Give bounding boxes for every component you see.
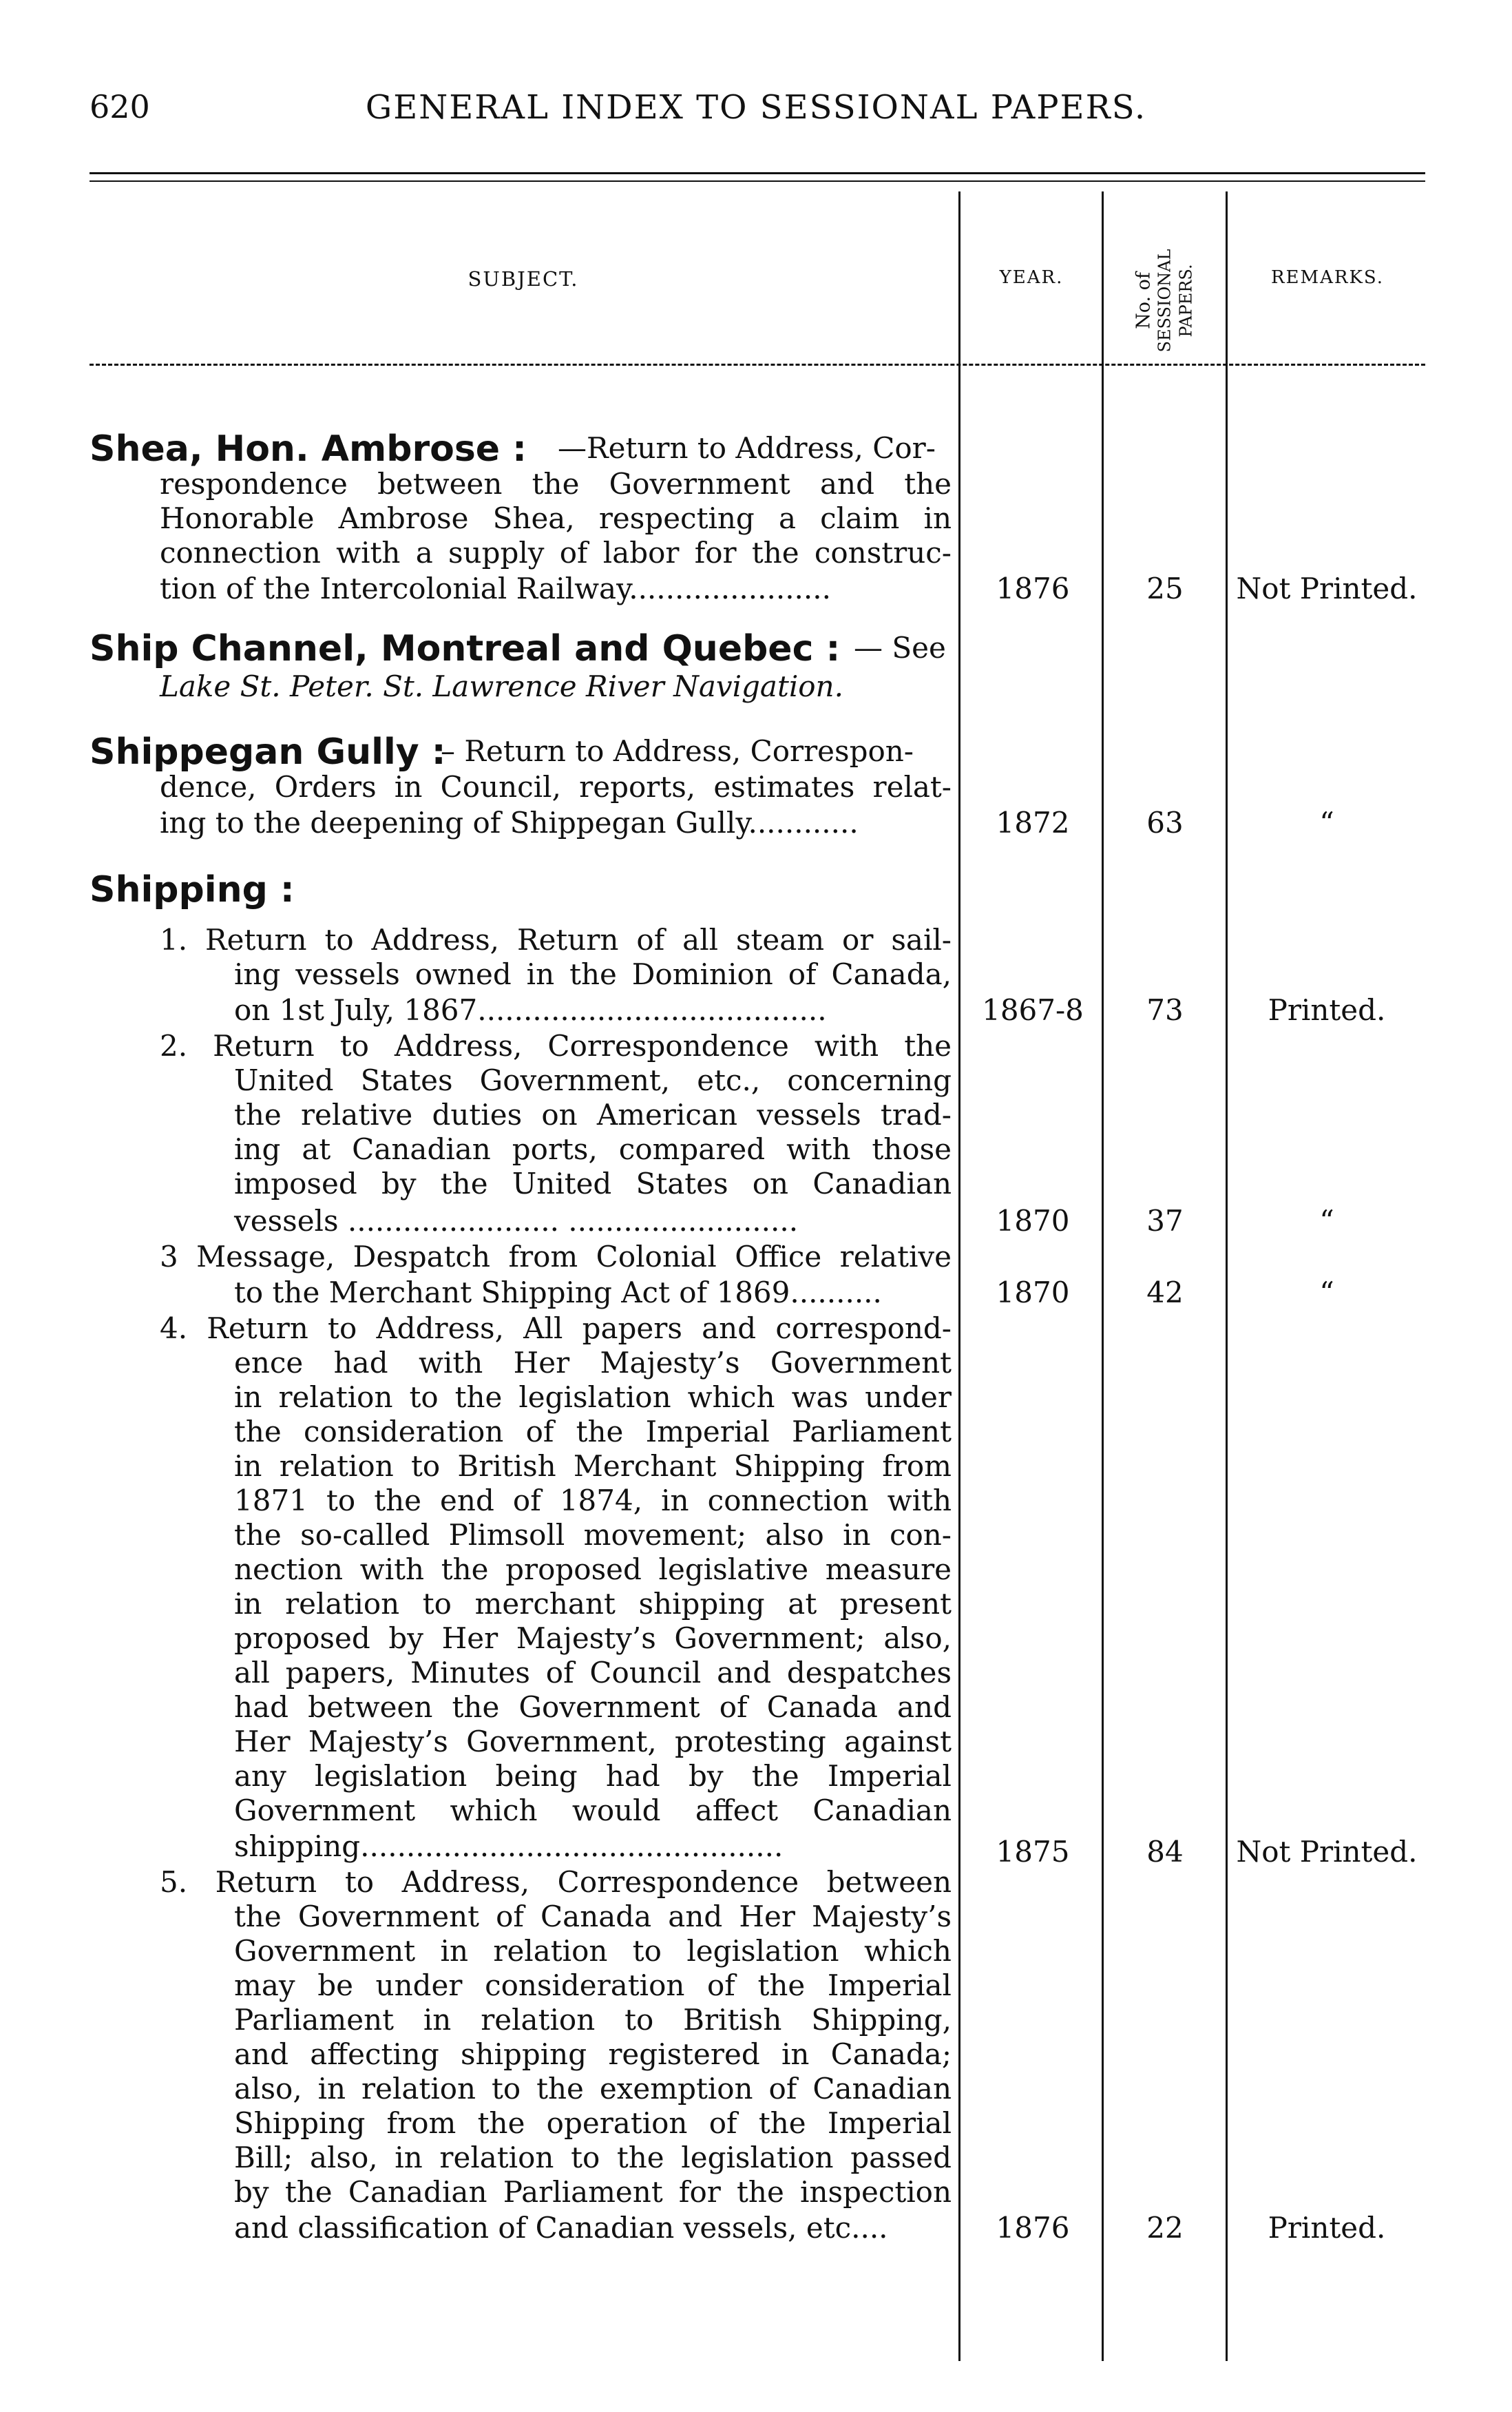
entry-remarks: Not Printed. bbox=[1236, 572, 1418, 605]
shipping-item-line: by the Canadian Parliament for the inspection bbox=[234, 2175, 952, 2209]
entry-line: ing to the deepening of Shippegan Gully............ bbox=[160, 806, 859, 840]
entry-line: Honorable Ambrose Shea, respecting a claim in bbox=[160, 501, 952, 535]
entry-paper-number: 42 bbox=[1146, 1276, 1184, 1309]
shipping-item-line: in relation to British Merchant Shipping from bbox=[234, 1449, 952, 1483]
entry-line: dence, Orders in Council, reports, estimates relat- bbox=[160, 770, 952, 804]
shipping-item-line: United States Government, etc., concerning bbox=[234, 1063, 952, 1097]
shipping-item-line: 2. Return to Address, Correspondence with the bbox=[160, 1029, 952, 1063]
shipping-item-line: any legislation being had by the Imperial bbox=[234, 1759, 952, 1793]
shipping-item-line: 1871 to the end of 1874, in connection with bbox=[234, 1484, 952, 1517]
shipping-item-line: shipping.............................................. bbox=[234, 1829, 784, 1863]
shipping-item-line: imposed by the United States on Canadian bbox=[234, 1167, 952, 1200]
shipping-item-line: proposed by Her Majesty’s Government; also, bbox=[234, 1621, 952, 1655]
entry-remarks: “ bbox=[1319, 1204, 1334, 1238]
entry-heading-ship-channel: Ship Channel, Montreal and Quebec : bbox=[90, 628, 841, 669]
shipping-item-line: ence had with Her Majesty’s Government bbox=[234, 1346, 952, 1380]
entry-paper-number: 84 bbox=[1146, 1835, 1184, 1869]
shipping-item-line: ing at Canadian ports, compared with those bbox=[234, 1132, 952, 1166]
entry-heading-shea: Shea, Hon. Ambrose : bbox=[90, 428, 527, 470]
entry-heading-shippegan: Shippegan Gully : bbox=[90, 731, 446, 773]
shipping-item-line: in relation to the legislation which was under bbox=[234, 1380, 952, 1414]
shipping-item-line: Government in relation to legislation which bbox=[234, 1934, 952, 1968]
entry-cross-reference: Lake St. Peter. St. Lawrence River Navigation. bbox=[160, 669, 843, 703]
shipping-item-line: the consideration of the Imperial Parliament bbox=[234, 1415, 952, 1448]
shipping-item-line: and affecting shipping registered in Canada; bbox=[234, 2037, 952, 2071]
shipping-item-line: in relation to merchant shipping at present bbox=[234, 1587, 952, 1621]
shipping-item-line: vessels ....................... ......................... bbox=[234, 1204, 799, 1238]
top-rule-thin bbox=[90, 180, 1425, 182]
entry-line: tion of the Intercolonial Railway...................... bbox=[160, 572, 831, 605]
entry-paper-number: 25 bbox=[1146, 572, 1184, 605]
column-header-number bbox=[1106, 194, 1224, 366]
entry-year: 1870 bbox=[996, 1276, 1070, 1309]
column-divider-subject bbox=[958, 191, 960, 2361]
column-header-number-line3: PAPERS. bbox=[1176, 264, 1196, 337]
entry-line: respondence between the Government and the bbox=[160, 467, 952, 501]
shipping-item-line: the so-called Plimsoll movement; also in con- bbox=[234, 1518, 952, 1552]
entry-remarks: “ bbox=[1319, 1276, 1334, 1309]
column-header-number-line2: SESSIONAL bbox=[1155, 249, 1175, 353]
entry-paper-number: 37 bbox=[1146, 1204, 1184, 1238]
shipping-item-line: Her Majesty’s Government, protesting against bbox=[234, 1725, 952, 1758]
column-header-number-line1: No. of bbox=[1133, 272, 1155, 329]
entry-line: – Return to Address, Correspon- bbox=[441, 734, 914, 768]
column-header-subject: SUBJECT. bbox=[468, 267, 579, 291]
entry-line: connection with a supply of labor for the construc- bbox=[160, 536, 952, 570]
entry-paper-number: 22 bbox=[1146, 2211, 1184, 2245]
entry-year: 1875 bbox=[996, 1835, 1070, 1869]
shipping-item-line: nection with the proposed legislative measure bbox=[234, 1552, 952, 1586]
page-number: 620 bbox=[90, 88, 150, 125]
shipping-item-line: Bill; also, in relation to the legislation passed bbox=[234, 2141, 952, 2174]
shipping-item-line: Parliament in relation to British Shipping, bbox=[234, 2003, 952, 2037]
shipping-item-line: 5. Return to Address, Correspondence between bbox=[160, 1865, 952, 1899]
entry-year: 1870 bbox=[996, 1204, 1070, 1238]
header-rule bbox=[90, 364, 1425, 366]
entry-see-label: — See bbox=[854, 631, 946, 665]
shipping-item-line: ing vessels owned in the Dominion of Canada, bbox=[234, 957, 952, 991]
shipping-item-line: may be under consideration of the Imperial bbox=[234, 1968, 952, 2002]
entry-heading-shipping: Shipping : bbox=[90, 869, 295, 911]
column-header-year: YEAR. bbox=[999, 267, 1064, 288]
shipping-item-line: to the Merchant Shipping Act of 1869.......... bbox=[234, 1276, 882, 1309]
shipping-item-line: and classification of Canadian vessels, etc.... bbox=[234, 2211, 888, 2245]
entry-remarks: Printed. bbox=[1268, 2211, 1386, 2245]
top-rule bbox=[90, 172, 1425, 174]
shipping-item-line: all papers, Minutes of Council and despatches bbox=[234, 1656, 952, 1690]
shipping-item-line: had between the Government of Canada and bbox=[234, 1690, 952, 1724]
shipping-item-line: the Government of Canada and Her Majesty’s bbox=[234, 1900, 952, 1933]
entry-year: 1867-8 bbox=[982, 993, 1084, 1027]
page-title: GENERAL INDEX TO SESSIONAL PAPERS. bbox=[365, 88, 1147, 127]
shipping-item-line: 1. Return to Address, Return of all steam or sail- bbox=[160, 923, 952, 957]
shipping-item-line: on 1st July, 1867...................................... bbox=[234, 993, 827, 1027]
entry-year: 1876 bbox=[996, 2211, 1070, 2245]
entry-year: 1872 bbox=[996, 806, 1070, 840]
entry-line: —Return to Address, Cor- bbox=[558, 431, 936, 465]
shipping-item-line: Shipping from the operation of the Imperial bbox=[234, 2106, 952, 2140]
entry-remarks: Printed. bbox=[1268, 993, 1386, 1027]
entry-paper-number: 63 bbox=[1146, 806, 1184, 840]
shipping-item-line: 4. Return to Address, All papers and correspond- bbox=[160, 1311, 952, 1345]
entry-remarks: “ bbox=[1319, 806, 1334, 840]
shipping-item-line: 3 Message, Despatch from Colonial Office relative bbox=[160, 1240, 952, 1273]
column-header-remarks: REMARKS. bbox=[1270, 267, 1385, 288]
column-divider-year bbox=[1102, 191, 1104, 2361]
entry-remarks: Not Printed. bbox=[1236, 1835, 1418, 1869]
shipping-item-line: Government which would affect Canadian bbox=[234, 1794, 952, 1827]
shipping-item-line: also, in relation to the exemption of Canadian bbox=[234, 2072, 952, 2106]
entry-year: 1876 bbox=[996, 572, 1070, 605]
entry-paper-number: 73 bbox=[1146, 993, 1184, 1027]
shipping-item-line: the relative duties on American vessels trad- bbox=[234, 1098, 952, 1132]
